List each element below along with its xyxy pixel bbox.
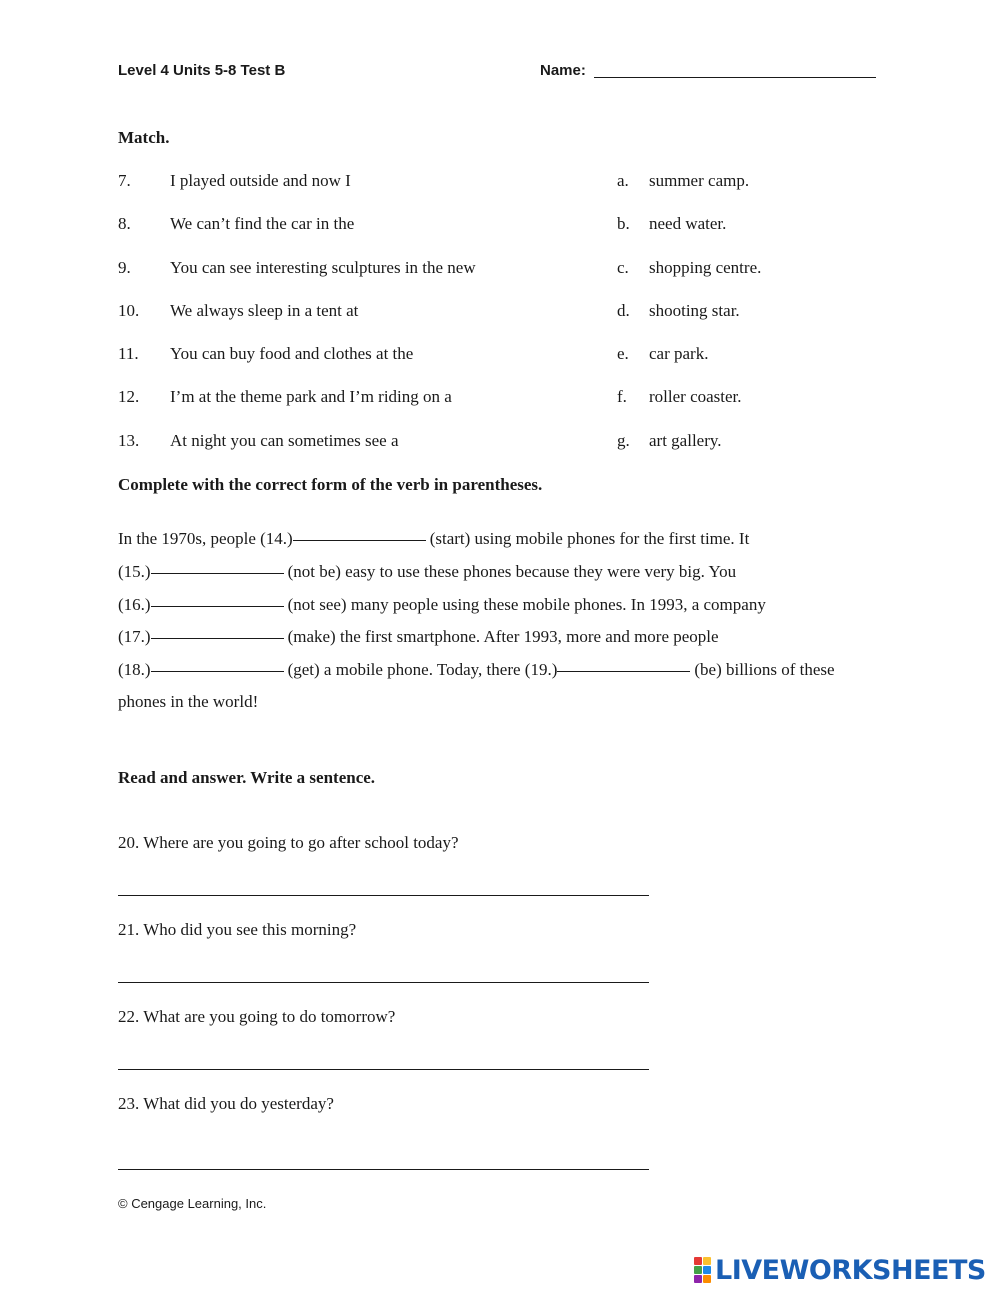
option-letter: d.: [617, 301, 630, 320]
answer-line-23[interactable]: [118, 1169, 649, 1170]
item-number: 10.: [118, 301, 140, 320]
option-letter: a.: [617, 171, 629, 190]
paragraph-text: (18.): [118, 660, 151, 679]
item-number: 7.: [118, 171, 131, 190]
name-field: [540, 62, 876, 79]
answer-blank-19[interactable]: [557, 671, 690, 672]
answer-blank-16[interactable]: [151, 606, 284, 607]
option-letter: b.: [617, 214, 630, 233]
answer-blank-15[interactable]: [151, 573, 284, 574]
match-row: [0, 387, 1000, 411]
name-label: Name:: [540, 62, 586, 79]
option-letter: c.: [617, 258, 629, 277]
item-text: You can see interesting sculptures in the new: [170, 258, 476, 277]
logo-tile: [694, 1275, 702, 1283]
logo-tile: [703, 1257, 711, 1265]
copyright: © Cengage Learning, Inc.: [118, 1196, 267, 1211]
paragraph-text: In the 1970s, people (14.): [118, 529, 293, 548]
answer-blank-18[interactable]: [151, 671, 284, 672]
paragraph-text: (make) the first smartphone. After 1993, more and more people: [287, 627, 719, 646]
question-23: 23. What did you do yesterday?: [118, 1094, 334, 1113]
logo-tile: [703, 1275, 711, 1283]
logo-tile: [694, 1266, 702, 1274]
paragraph-text: (be) billions of these: [694, 660, 835, 679]
match-row: [0, 431, 1000, 455]
item-text: I’m at the theme park and I’m riding on a: [170, 387, 452, 406]
answer-section-title: Read and answer. Write a sentence.: [118, 768, 376, 787]
paragraph-text: (not be) easy to use these phones because they were very big. You: [287, 562, 737, 581]
paragraph-line: [118, 529, 749, 549]
item-number: 9.: [118, 258, 131, 277]
item-text: You can buy food and clothes at the: [170, 344, 414, 363]
liveworksheets-logo: [694, 1256, 986, 1284]
paragraph-text: (17.): [118, 627, 151, 646]
option-letter: g.: [617, 431, 630, 450]
option-letter: f.: [617, 387, 627, 406]
paragraph-line: phones in the world!: [118, 692, 259, 711]
match-row: [0, 344, 1000, 368]
answer-blank-17[interactable]: [151, 638, 284, 639]
item-number: 11.: [118, 344, 139, 363]
item-text: We always sleep in a tent at: [170, 301, 359, 320]
logo-tile: [703, 1266, 711, 1274]
item-number: 13.: [118, 431, 140, 450]
answer-line-21[interactable]: [118, 982, 649, 983]
paragraph-line: [118, 660, 835, 680]
item-text: At night you can sometimes see a: [170, 431, 399, 450]
item-number: 8.: [118, 214, 131, 233]
answer-blank-14[interactable]: [293, 540, 426, 541]
logo-text: LIVEWORKSHEETS: [715, 1254, 986, 1286]
item-text: I played outside and now I: [170, 171, 351, 190]
option-text[interactable]: summer camp.: [649, 171, 750, 190]
option-text[interactable]: shooting star.: [649, 301, 740, 320]
match-row: [0, 214, 1000, 238]
match-section-title: Match.: [118, 128, 170, 147]
option-text[interactable]: need water.: [649, 214, 727, 233]
paragraph-text: (start) using mobile phones for the first time. It: [429, 529, 750, 548]
answer-line-22[interactable]: [118, 1069, 649, 1070]
option-letter: e.: [617, 344, 629, 363]
paragraph-line: [118, 627, 719, 647]
item-text: We can’t find the car in the: [170, 214, 355, 233]
option-text[interactable]: car park.: [649, 344, 709, 363]
match-row: [0, 258, 1000, 282]
paragraph-text: (16.): [118, 595, 151, 614]
paragraph-line: [118, 595, 766, 615]
item-number: 12.: [118, 387, 140, 406]
paragraph-line: [118, 562, 736, 582]
match-row: [0, 171, 1000, 195]
logo-tile: [694, 1257, 702, 1265]
question-22: 22. What are you going to do tomorrow?: [118, 1007, 396, 1026]
paragraph-text: (get) a mobile phone. Today, there (19.): [287, 660, 558, 679]
match-row: [0, 301, 1000, 325]
worksheet-title: Level 4 Units 5-8 Test B: [118, 62, 286, 79]
name-input-line[interactable]: [594, 77, 876, 78]
verb-section-title: Complete with the correct form of the verb in parentheses.: [118, 475, 543, 494]
option-text[interactable]: art gallery.: [649, 431, 722, 450]
logo-icon: [694, 1257, 711, 1283]
paragraph-text: (15.): [118, 562, 151, 581]
option-text[interactable]: shopping centre.: [649, 258, 762, 277]
answer-line-20[interactable]: [118, 895, 649, 896]
option-text[interactable]: roller coaster.: [649, 387, 742, 406]
paragraph-text: (not see) many people using these mobile phones. In 1993, a company: [287, 595, 766, 614]
question-20: 20. Where are you going to go after school today?: [118, 833, 459, 852]
question-21: 21. Who did you see this morning?: [118, 920, 357, 939]
